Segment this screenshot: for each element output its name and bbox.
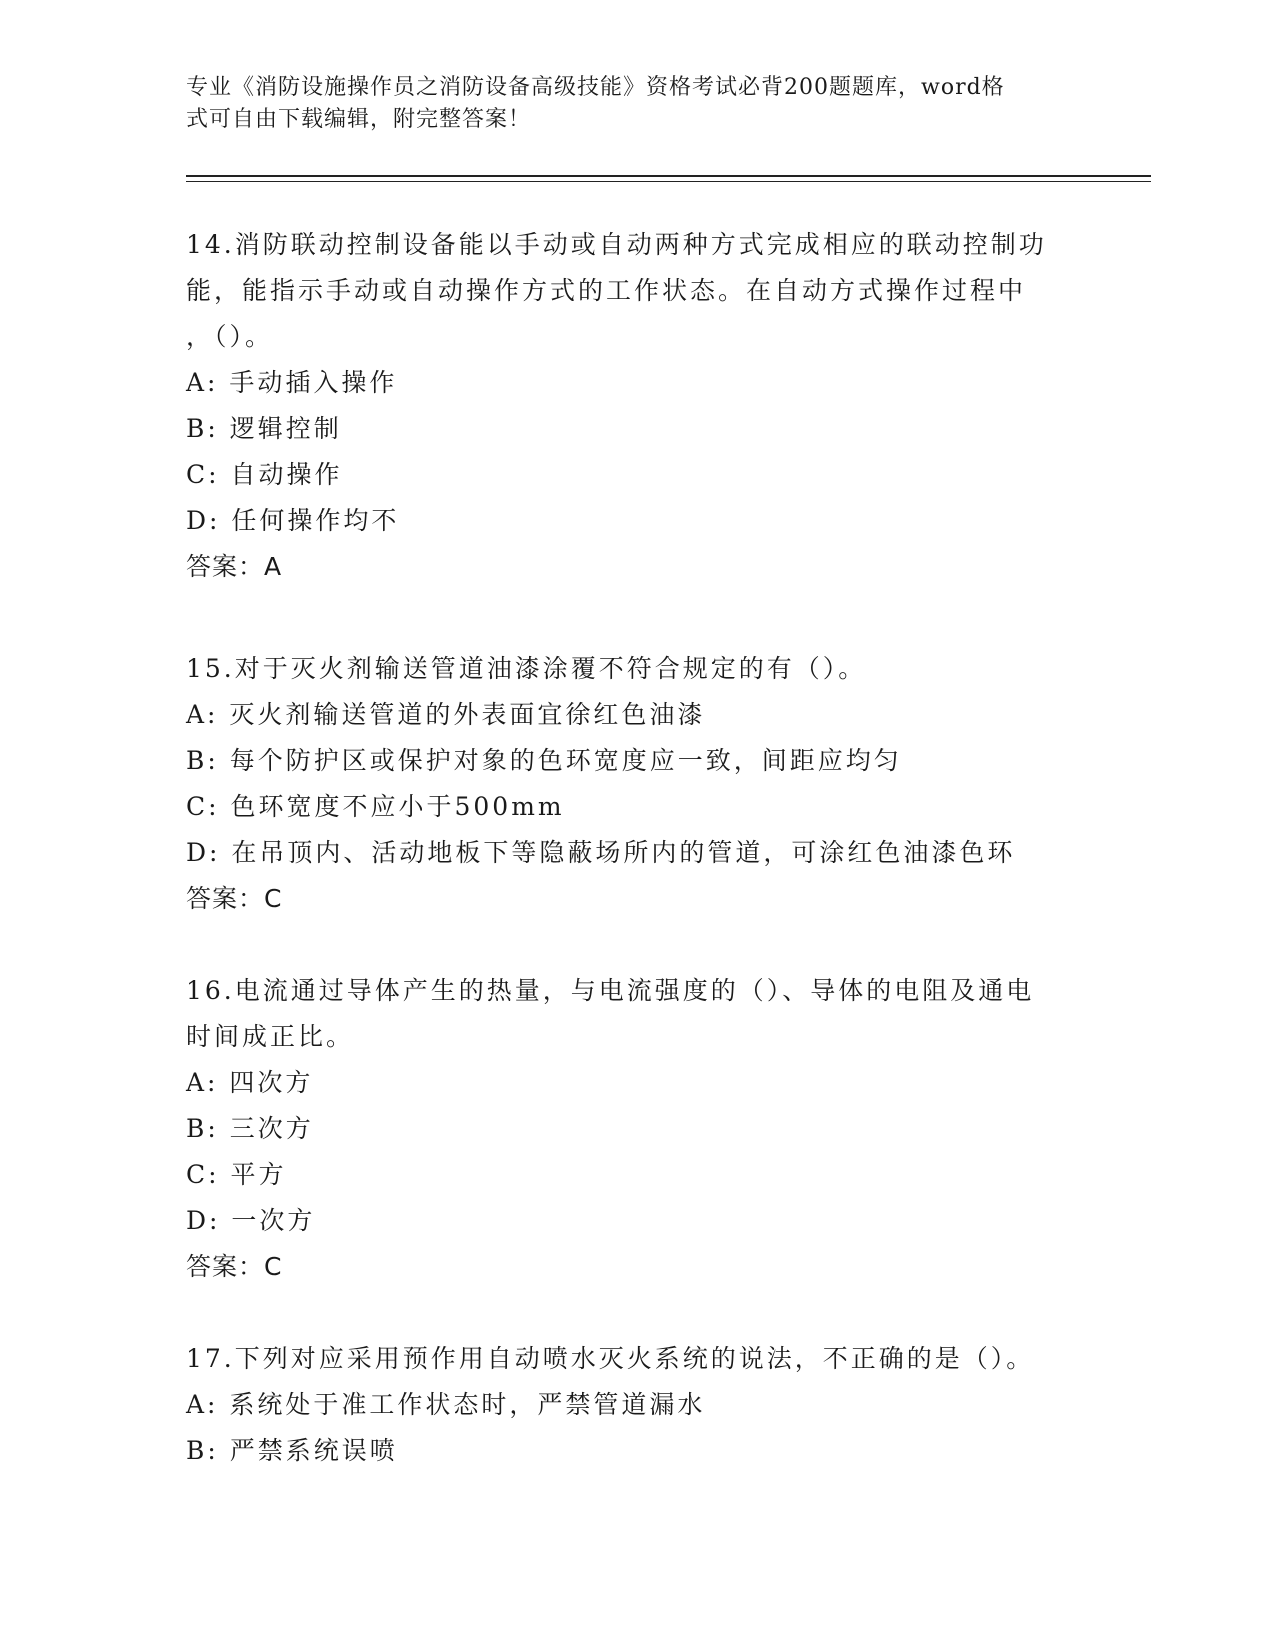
question-16 — [186, 968, 1096, 1290]
option-a: A: 手动插入操作 — [186, 368, 398, 397]
option-a: A: 系统处于准工作状态时，严禁管道漏水 — [186, 1390, 706, 1419]
option-c: C: 自动操作 — [186, 460, 343, 489]
option-a: A: 灭火剂输送管道的外表面宜徐红色油漆 — [186, 700, 706, 729]
document-header — [186, 72, 1086, 136]
option-b: B: 逻辑控制 — [186, 414, 342, 443]
option-a: A: 四次方 — [186, 1068, 314, 1097]
option-d: D: 在吊顶内、活动地板下等隐蔽场所内的管道，可涂红色油漆色环 — [186, 838, 1016, 867]
question-stem: 时间成正比。 — [186, 1022, 355, 1051]
header-line-1: 专业《消防设施操作员之消防设备高级技能》资格考试必背200题题库，word格 — [186, 75, 1005, 100]
question-stem: ，（）。 — [186, 322, 274, 351]
option-d: D: 一次方 — [186, 1206, 316, 1235]
answer: 答案：C — [186, 884, 283, 913]
question-stem: 16.电流通过导体产生的热量，与电流强度的（）、导体的电阻及通电 — [186, 976, 1035, 1005]
question-14 — [186, 222, 1096, 590]
question-stem: 15.对于灭火剂输送管道油漆涂覆不符合规定的有（）。 — [186, 654, 867, 683]
question-stem: 14.消防联动控制设备能以手动或自动两种方式完成相应的联动控制功 — [186, 230, 1047, 259]
option-b: B: 每个防护区或保护对象的色环宽度应一致，间距应均匀 — [186, 746, 902, 775]
option-c: C: 平方 — [186, 1160, 287, 1189]
option-b: B: 严禁系统误喷 — [186, 1436, 398, 1465]
header-divider — [186, 175, 1151, 177]
question-stem: 能，能指示手动或自动操作方式的工作状态。在自动方式操作过程中 — [186, 276, 1027, 305]
answer: 答案：C — [186, 1252, 283, 1281]
option-c: C: 色环宽度不应小于500mm — [186, 792, 565, 821]
question-stem: 17.下列对应采用预作用自动喷水灭火系统的说法，不正确的是（）。 — [186, 1344, 1035, 1373]
header-line-2: 式可自由下载编辑，附完整答案！ — [186, 107, 532, 132]
option-d: D: 任何操作均不 — [186, 506, 400, 535]
question-17 — [186, 1336, 1096, 1474]
header-divider-thin — [186, 181, 1151, 182]
question-15 — [186, 646, 1096, 922]
answer: 答案：A — [186, 552, 283, 581]
option-b: B: 三次方 — [186, 1114, 314, 1143]
